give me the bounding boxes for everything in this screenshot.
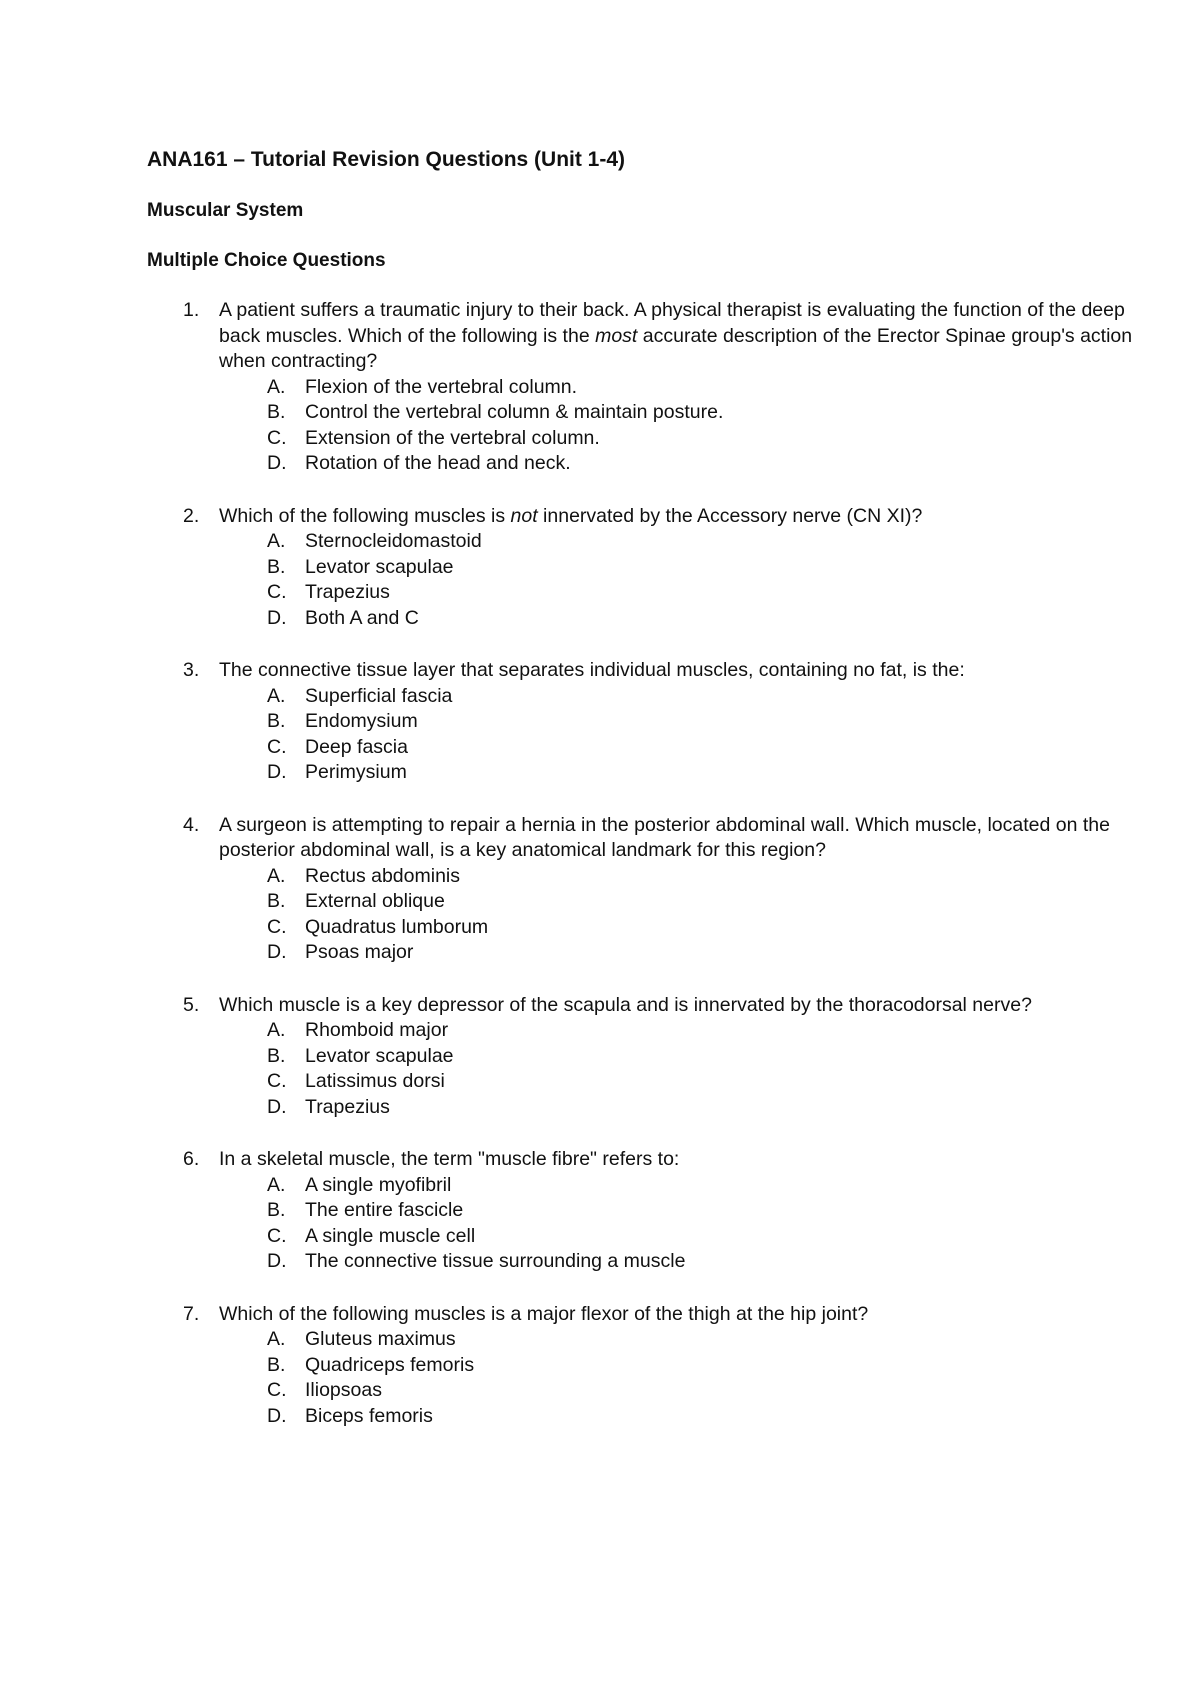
answer-option-b [219,709,1157,735]
answer-options [219,529,1157,631]
answer-option-c [219,915,1157,941]
option-letter: C. [267,426,287,449]
option-letter: B. [267,710,286,732]
document-title: ANA161 – Tutorial Revision Questions (Unit 1-4) [147,148,626,171]
option-letter: A. [267,375,286,398]
question-text-part: The connective tissue layer that separates individual muscles, containing no fat, is the: [219,659,965,681]
option-letter: D. [267,761,287,783]
answer-option-c [219,426,1157,452]
option-text: Iliopsoas [305,1379,382,1401]
answer-option-a [219,1173,1157,1199]
question-text-part: Which of the following muscles is a major flexor of the thigh at the hip joint? [219,1302,869,1325]
option-text: Extension of the vertebral column. [305,426,600,449]
question-text-part: innervated by the Accessory nerve (CN XI)? [537,504,923,527]
option-letter: B. [267,1044,286,1067]
option-letter: C. [267,915,287,938]
question-text [219,1302,1157,1328]
option-text: Psoas major [305,941,414,963]
answer-option-c [219,1378,1157,1404]
option-text: Endomysium [305,710,418,732]
option-letter: A. [267,1019,286,1041]
option-letter: C. [267,1379,287,1401]
question-number: 6. [183,1148,200,1170]
answer-options [219,864,1157,966]
answer-option-b [219,889,1157,915]
question-text [219,658,1157,684]
answer-options [219,375,1157,477]
option-letter: C. [267,735,287,758]
question-emphasis: most [595,324,638,347]
question-text-part: In a skeletal muscle, the term "muscle fibre" refers to: [219,1148,680,1170]
option-text: Quadriceps femoris [305,1353,475,1376]
document-content [147,146,1157,1456]
question-number: 7. [183,1302,200,1325]
option-text: Levator scapulae [305,1044,454,1067]
option-text: The connective tissue surrounding a muscle [305,1250,686,1272]
option-letter: A. [267,1173,286,1196]
question-text-part: accurate description of the Erector Spinae group's action when contracting? [219,324,1133,372]
option-text: The entire fascicle [305,1199,464,1221]
question-item [147,1302,1157,1430]
option-letter: C. [267,1224,287,1247]
answer-option-c [219,580,1157,606]
question-number: 2. [183,504,200,527]
question-item [147,504,1157,632]
question-text [219,993,1157,1019]
option-text: Rectus abdominis [305,864,460,887]
option-letter: D. [267,941,287,963]
option-text: A single muscle cell [305,1224,476,1247]
answer-option-a [219,375,1157,401]
option-text: Biceps femoris [305,1404,433,1427]
option-letter: B. [267,890,286,912]
answer-option-a [219,529,1157,555]
answer-option-a [219,864,1157,890]
answer-options [219,1018,1157,1120]
option-letter: B. [267,555,286,578]
option-text: Rotation of the head and neck. [305,452,571,474]
option-text: A single myofibril [305,1173,452,1196]
option-text: External oblique [305,890,445,912]
question-text-part: Which of the following muscles is [219,504,511,527]
question-text-part: A patient suffers a traumatic injury to their back. A physical therapist is evaluating the function of the deep back muscles. Which of the following is the [219,299,1125,347]
option-letter: D. [267,452,287,474]
question-number: 3. [183,659,200,681]
option-letter: D. [267,1095,287,1118]
option-text: Gluteus maximus [305,1328,456,1350]
question-item [147,1147,1157,1275]
option-text: Quadratus lumborum [305,915,489,938]
option-letter: C. [267,581,287,603]
option-text: Levator scapulae [305,555,454,578]
option-text: Both A and C [305,606,419,629]
answer-option-d [219,1404,1157,1430]
answer-option-a [219,684,1157,710]
answer-options [219,1327,1157,1429]
option-text: Control the vertebral column & maintain posture. [305,401,724,423]
option-letter: A. [267,684,286,707]
question-item [147,658,1157,786]
question-item [147,993,1157,1121]
question-text [219,813,1157,864]
answer-option-d [219,940,1157,966]
answer-options [219,684,1157,786]
option-text: Trapezius [305,581,390,603]
answer-option-c [219,735,1157,761]
option-text: Rhomboid major [305,1019,449,1041]
question-number: 5. [183,993,200,1016]
question-emphasis: not [510,504,538,527]
answer-option-b [219,555,1157,581]
option-letter: C. [267,1070,287,1092]
option-letter: A. [267,864,286,887]
question-list [147,298,1157,1429]
section-heading: Muscular System [147,200,304,221]
option-text: Perimysium [305,761,407,783]
answer-option-a [219,1327,1157,1353]
option-letter: D. [267,606,287,629]
option-text: Flexion of the vertebral column. [305,375,578,398]
question-text [219,1147,1157,1173]
option-letter: A. [267,530,286,552]
question-item [147,813,1157,966]
question-number: 4. [183,813,200,836]
answer-option-d [219,1095,1157,1121]
answer-option-d [219,760,1157,786]
answer-option-d [219,606,1157,632]
option-letter: B. [267,1199,286,1221]
option-text: Deep fascia [305,735,408,758]
question-text-part: A surgeon is attempting to repair a hernia in the posterior abdominal wall. Which muscle, located on the posterior abdominal wall, is a key anatomical landmark for this region? [219,813,1110,861]
answer-option-d [219,1249,1157,1275]
option-letter: A. [267,1328,286,1350]
answer-option-b [219,1044,1157,1070]
option-text: Latissimus dorsi [305,1070,445,1092]
answer-options [219,1173,1157,1275]
answer-option-d [219,451,1157,477]
option-text: Trapezius [305,1095,390,1118]
subsection-heading: Multiple Choice Questions [147,250,386,271]
option-text: Sternocleidomastoid [305,530,482,552]
answer-option-c [219,1069,1157,1095]
answer-option-b [219,400,1157,426]
question-item [147,298,1157,477]
answer-option-c [219,1224,1157,1250]
option-letter: B. [267,401,286,423]
answer-option-b [219,1198,1157,1224]
question-text [219,504,1157,530]
answer-option-b [219,1353,1157,1379]
option-letter: D. [267,1404,287,1427]
option-letter: D. [267,1250,287,1272]
option-letter: B. [267,1353,286,1376]
question-text [219,298,1157,375]
question-number: 1. [183,299,200,321]
question-text-part: Which muscle is a key depressor of the scapula and is innervated by the thoracodorsal nerve? [219,993,1032,1016]
option-text: Superficial fascia [305,684,453,707]
answer-option-a [219,1018,1157,1044]
